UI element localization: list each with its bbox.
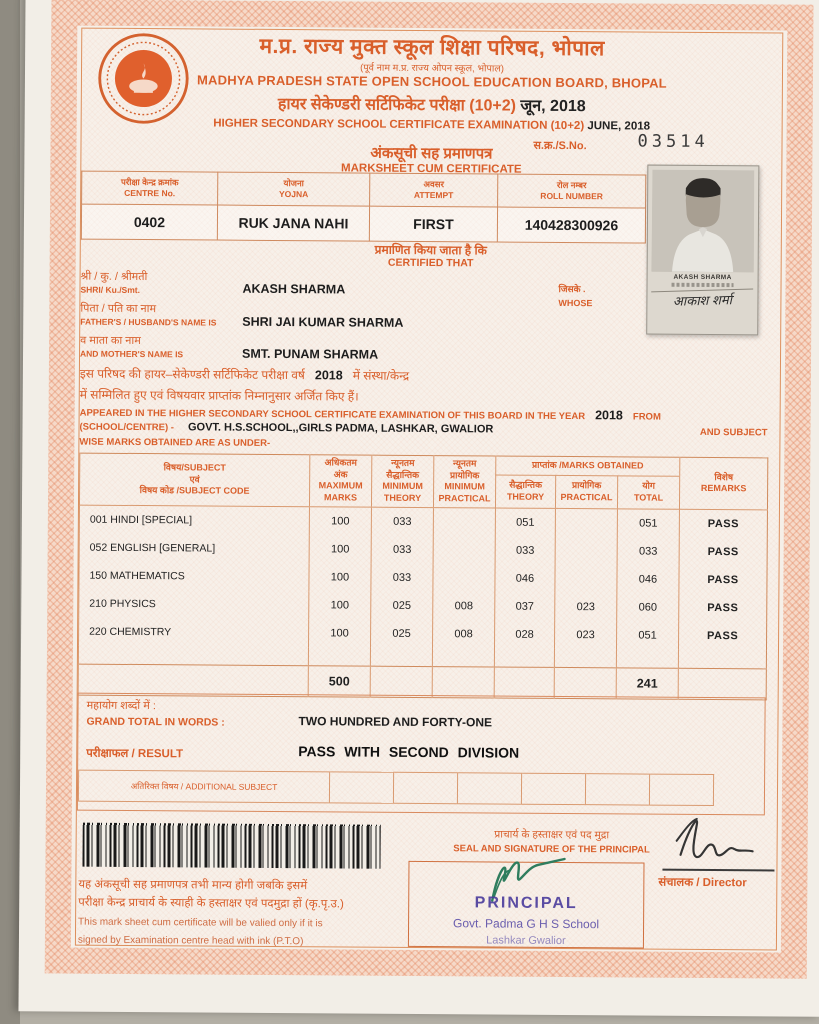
photo-caption: AKASH SHARMA [673,273,732,282]
exam-date-hindi: जून, 2018 [520,97,586,116]
exam-title-hindi: हायर सेकेण्डरी सर्टिफिकेट परीक्षा (10+2) जून, 2018 [277,95,586,116]
marks-cell: 033 [371,507,433,536]
marks-cell: 023 [554,621,616,649]
yojna-value: RUK JANA NAHI [217,205,369,241]
summary-box [77,693,766,816]
certificate-paper [18,0,819,1017]
marks-as-under-line: WISE MARKS OBTAINED ARE AS UNDER- [79,436,271,449]
doc-title-english: MARKSHEET CUM CERTIFICATE [341,162,522,176]
school-centre-label: (SCHOOL/CENTRE) - [79,421,175,434]
marks-cell: 100 [309,506,371,535]
marks-cell: 033 [371,535,433,563]
appeared-line-hindi-2: में सम्मिलित हुए एवं विषयवार प्राप्तांक निम्नानुसार अर्जित किए हैं। [79,387,359,404]
yojna-label: योजना YOJNA [218,172,370,206]
exam-info-table [81,171,646,244]
marks-cell: PASS [679,622,767,651]
validity-note-hindi-1: यह अंकसूची सह प्रमाणपत्र तभी मान्य होगी जबकि इसमें [78,878,308,893]
serial-number-value: 03514 [637,131,709,152]
validity-note-hindi-2: परीक्षा केन्द्र प्राचार्य के स्याही के हस्ताक्षर एवं पदमुद्रा हों (कृ.पृ.उ.) [78,896,344,911]
marks-cell [555,537,617,565]
marks-cell: 025 [370,619,432,647]
grand-total-words-value: TWO HUNDRED AND FORTY-ONE [298,714,493,730]
marks-cell: PASS [679,538,767,567]
principal-seal-label-hindi: प्राचार्य के हस्ताक्षर एवं पद मुद्रा [494,828,610,842]
marks-cell: 100 [309,591,371,619]
father-label: पिता / पति का नाम FATHER'S / HUSBAND'S NAME IS [80,302,217,328]
marks-table-header [79,453,767,510]
school-centre-line [79,421,767,438]
obtained-total-header: योग TOTAL [617,476,679,509]
student-signature: आकाश शर्मा [651,289,753,311]
marks-cell: 210 PHYSICS [79,589,309,619]
centre-no-label: परीक्षा केन्द्र क्रमांक CENTRE No. [82,171,218,205]
appeared-line-hindi-1: इस परिषद की हायर–सेकेण्डरी सर्टिफिकेट परीक्षा वर्ष 2018 में संस्था/केन्द्र [79,366,410,383]
marks-cell: 100 [309,535,371,563]
marks-cell [555,508,617,537]
director-signature [662,811,774,872]
photo-date-smudge [672,283,733,287]
attempt-label: अवसर ATTEMPT [370,173,498,207]
obtained-practical-header: प्रायोगिक PRACTICAL [555,476,617,509]
marks-cell: 046 [495,564,555,592]
stamp-line-principal: PRINCIPAL [474,894,578,913]
director-signature-icon [662,811,774,868]
marks-cell [433,536,495,564]
min-practical-col-header: न्यूनतम प्रायोगिक MINIMUM PRACTICAL [433,456,495,508]
school-centre-value: GOVT. H.S.SCHOOL,,GIRLS PADMA, LASHKAR, GWALIOR [187,421,494,436]
marks-cell: 220 CHEMISTRY [79,617,309,647]
certified-heading-english: CERTIFIED THAT [387,256,474,270]
marks-cell: PASS [679,509,767,538]
whose-label: जिसके . WHOSE [558,283,593,309]
roll-number-value: 140428300926 [497,207,645,243]
centre-no-value: 0402 [81,204,217,240]
marks-cell: 033 [371,563,433,591]
marks-obtained-group-header: प्राप्तांक /MARKS OBTAINED [496,456,680,476]
validity-note-english-2: signed by Examination centre head with ink (P.T.O) [77,934,304,948]
obtained-theory-header: सैद्धान्तिक THEORY [495,475,555,508]
principal-seal-label-english: SEAL AND SIGNATURE OF THE PRINCIPAL [453,843,650,856]
result-value: PASS WITH SECOND DIVISION [298,743,520,761]
marks-cell: 023 [555,593,617,621]
grand-total-marks: 241 [616,668,678,699]
marks-table [78,453,769,701]
marks-cell: 150 MATHEMATICS [79,561,309,591]
additional-subject-label: अतिरिक्त विषय / ADDITIONAL SUBJECT [78,770,329,803]
director-label: संचालक / Director [658,876,747,890]
subject-col-header: विषय/SUBJECT एवं विषय कोड /SUBJECT CODE [79,453,309,506]
marks-cell: 008 [432,620,494,648]
marks-cell: 033 [495,536,555,564]
marks-cell: 001 HINDI [SPECIAL] [79,505,309,535]
father-name-value: SHRI JAI KUMAR SHARMA [242,314,404,330]
marks-cell: 046 [617,565,679,593]
certificate-content [75,28,783,951]
exam-year-hindi: 2018 [314,368,343,383]
grand-total-words-label-hindi: महायोग शब्दों में : [86,699,156,713]
marks-cell: 028 [494,620,554,648]
marks-cell: 033 [617,537,679,565]
marks-cell: 037 [495,592,555,620]
barcode [82,823,380,869]
roll-number-label: रोल नम्बर ROLL NUMBER [498,174,646,208]
mother-name-value: SMT. PUNAM SHARMA [241,346,379,362]
exam-title-english: HIGHER SECONDARY SCHOOL CERTIFICATE EXAMINATION (10+2) JUNE, 2018 [213,117,651,133]
marks-cell: 008 [433,592,495,620]
stamp-line-school: Govt. Padma G H S School [452,916,600,932]
exam-date-english: JUNE, 2018 [587,120,651,133]
marks-cell: 025 [371,591,433,619]
exam-year-english: 2018 [595,408,623,423]
attempt-value: FIRST [369,206,497,242]
and-subject-text: AND SUBJECT [699,426,768,439]
grand-total-words-label-english: GRAND TOTAL IN WORDS : [86,715,225,729]
marks-table-totals [78,645,766,699]
marks-cell: 051 [617,509,679,538]
max-marks-col-header: अधिकतम अंक MAXIMUM MARKS [309,455,371,507]
marks-cell: 100 [309,563,371,591]
board-subtitle-hindi: (पूर्व नाम म.प्र. राज्य ओपन स्कूल, भोपाल) [360,62,504,75]
board-title-english: MADHYA PRADESH STATE OPEN SCHOOL EDUCATION BOARD, BHOPAL [196,72,667,91]
principal-stamp [408,861,645,949]
marks-cell: 051 [616,621,678,649]
info-header-row [82,171,646,208]
certified-heading-hindi: प्रमाणित किया जाता है कि [374,242,487,258]
doc-title-hindi: अंकसूची सह प्रमाणपत्र [370,144,493,163]
stamp-line-city: Lashkar Gwalior [486,934,566,948]
student-name-value: AKASH SHARMA [242,281,346,297]
appeared-line-english: APPEARED IN THE HIGHER SECONDARY SCHOOL CERTIFICATE EXAMINATION OF THIS BOARD IN THE YEAR 2018 FROM [79,407,661,423]
marks-cell: 051 [495,508,555,537]
additional-subject-table [78,770,714,806]
marks-cell [433,564,495,592]
marks-cell [433,507,495,536]
result-label: परीक्षाफल / RESULT [86,747,184,761]
mother-label: व माता का नाम AND MOTHER'S NAME IS [80,334,184,360]
validity-note-english-1: This mark sheet cum certificate will be valied only if it is [78,916,323,930]
marks-cell: 060 [617,593,679,621]
min-theory-col-header: न्यूनतम सैद्धान्तिक MINIMUM THEORY [371,455,433,507]
marks-cell [555,565,617,593]
remarks-col-header: विशेष REMARKS [680,457,768,509]
marks-cell: 100 [308,619,370,647]
total-max-marks: 500 [308,665,370,696]
marks-table-body [79,505,768,650]
name-label: श्री / कु. / श्रीमती SHRI/ Ku./Smt. [80,270,148,295]
marks-cell: 052 ENGLISH [GENERAL] [79,533,309,563]
info-value-row [81,204,645,243]
serial-number-label: स.क्र./S.No. [533,139,587,153]
board-title-hindi: म.प्र. राज्य मुक्त स्कूल शिक्षा परिषद, भोपाल [259,34,605,61]
marks-cell: PASS [679,566,767,595]
marks-cell: PASS [679,594,767,623]
